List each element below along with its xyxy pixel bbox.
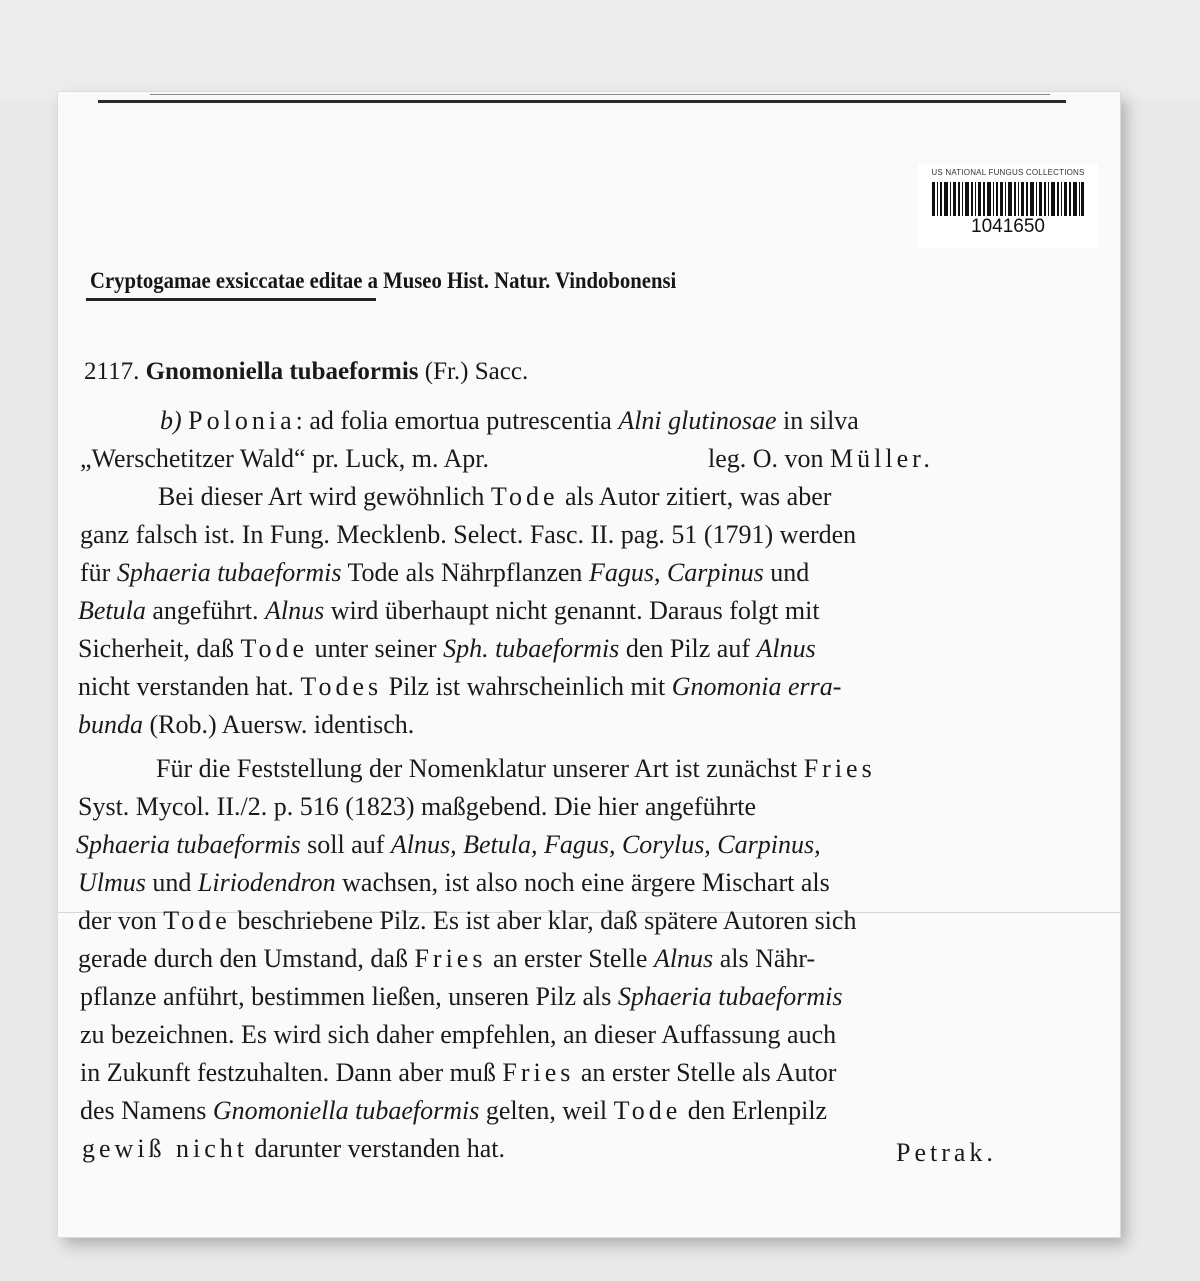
locality-detail: „Werschetitzer Wald“ pr. Luck, m. Apr. bbox=[80, 444, 490, 473]
text-line-14 bbox=[78, 906, 856, 936]
text-fragment: Syst. Mycol. II./2. p. 516 (1823) maßgebend. Die hier angeführte bbox=[78, 792, 757, 821]
author-name: Tode bbox=[613, 1096, 682, 1125]
text-line-13 bbox=[78, 868, 830, 898]
text-fragment: an erster Stelle als Autor bbox=[574, 1058, 837, 1087]
author-name: Tode bbox=[163, 906, 231, 935]
text-fragment: beschriebene Pilz. Es ist aber klar, daß spätere Autoren sich bbox=[230, 906, 857, 935]
text-line-10 bbox=[156, 754, 876, 784]
text-fragment: Für die Feststellung der Nomenklatur unserer Art ist zunächst bbox=[156, 754, 804, 783]
taxon-name: Gnomoniella tubaeformis bbox=[212, 1096, 480, 1125]
signature bbox=[896, 1138, 997, 1168]
text-line-19 bbox=[80, 1096, 827, 1126]
text-fragment: gerade durch den Umstand, daß bbox=[78, 944, 415, 973]
text-line-8 bbox=[78, 672, 841, 702]
text-fragment: Sicherheit, daß bbox=[78, 634, 241, 663]
text-fragment: gelten, weil bbox=[479, 1096, 614, 1125]
text-fragment: des Namens bbox=[80, 1096, 213, 1125]
barcode-bars bbox=[932, 182, 1084, 216]
host-name: Ulmus bbox=[78, 868, 146, 897]
author-name: Tode bbox=[490, 482, 559, 511]
text-fragment: den Erlenpilz bbox=[681, 1096, 828, 1125]
taxon-name: Sphaeria tubaeformis bbox=[617, 982, 843, 1011]
taxon-name: Sphaeria tubaeformis bbox=[76, 830, 301, 859]
series-title-underline bbox=[86, 298, 376, 301]
text-line-20 bbox=[82, 1134, 505, 1164]
text-fragment: der von bbox=[78, 906, 164, 935]
text-fragment: in silva bbox=[776, 406, 859, 435]
host-name: Liriodendron bbox=[197, 868, 336, 897]
taxon-name: Gnomonia erra- bbox=[671, 672, 842, 701]
emphasis-text: gewiß nicht bbox=[82, 1134, 249, 1163]
text-fragment: darunter verstanden hat. bbox=[248, 1134, 506, 1163]
text-fragment: für bbox=[80, 558, 117, 587]
text-fragment: , bbox=[653, 558, 667, 587]
barcode-number: 1041650 bbox=[971, 216, 1045, 237]
entry-title bbox=[84, 358, 528, 386]
text-line-18 bbox=[80, 1058, 836, 1088]
host-name: Betula bbox=[78, 596, 146, 625]
text-line-5 bbox=[80, 558, 809, 588]
text-fragment: und bbox=[145, 868, 198, 897]
text-fragment: an erster Stelle bbox=[486, 944, 654, 973]
collector-line bbox=[708, 444, 934, 474]
text-line-6 bbox=[78, 596, 820, 626]
text-fragment: als Autor zitiert, was aber bbox=[558, 482, 832, 511]
collector-prefix: leg. O. von bbox=[708, 444, 831, 473]
text-fragment: und bbox=[763, 558, 810, 587]
backdrop bbox=[0, 0, 1200, 100]
text-fragment: den Pilz auf bbox=[619, 634, 757, 663]
taxon-name: Sphaeria tubaeformis bbox=[116, 558, 342, 587]
text-fragment: wird überhaupt nicht genannt. Daraus folgt mit bbox=[324, 596, 820, 625]
author-name: Todes bbox=[300, 672, 383, 701]
taxon-name: Sph. tubaeformis bbox=[443, 634, 620, 663]
locality-country: Polonia bbox=[188, 406, 296, 435]
text-fragment: als Nähr- bbox=[713, 944, 816, 973]
signature-name: Petrak. bbox=[896, 1138, 997, 1167]
text-fragment: unter seiner bbox=[308, 634, 444, 663]
text-fragment: soll auf bbox=[300, 830, 391, 859]
host-name: Carpinus bbox=[666, 558, 764, 587]
text-line-17 bbox=[80, 1020, 836, 1050]
text-line-1 bbox=[160, 406, 859, 436]
top-rule bbox=[98, 100, 1066, 103]
top-rule-thin bbox=[150, 94, 1050, 95]
species-authority: (Fr.) Sacc. bbox=[424, 358, 529, 385]
author-name: Fries bbox=[502, 1058, 575, 1087]
text-fragment: angeführt. bbox=[145, 596, 265, 625]
host-name: Alnus bbox=[265, 596, 325, 625]
collector-name: Müller. bbox=[830, 444, 934, 473]
text-fragment: Bei dieser Art wird gewöhnlich bbox=[158, 482, 491, 511]
text-line-12 bbox=[76, 830, 821, 860]
text-fragment: Tode als Nährpflanzen bbox=[341, 558, 589, 587]
text-line-15 bbox=[78, 944, 815, 974]
text-fragment: zu bezeichnen. Es wird sich daher empfehlen, an dieser Auffassung auch bbox=[80, 1020, 837, 1049]
author-name: Fries bbox=[414, 944, 487, 973]
taxon-name: bunda bbox=[78, 710, 143, 739]
species-name: Gnomoniella tubaeformis bbox=[145, 358, 419, 385]
text-fragment: wachsen, ist also noch eine ärgere Mischart als bbox=[335, 868, 830, 897]
author-name: Tode bbox=[240, 634, 309, 663]
barcode-label bbox=[918, 164, 1098, 248]
text-line-7 bbox=[78, 634, 816, 664]
host-name: Alnus bbox=[756, 634, 816, 663]
text-fragment: nicht verstanden hat. bbox=[78, 672, 301, 701]
text-line-11 bbox=[78, 792, 756, 822]
text-line-9 bbox=[78, 710, 414, 740]
series-title: Cryptogamae exsiccatae editae a Museo Hist. Natur. Vindobonensi bbox=[90, 268, 677, 293]
text-line-4 bbox=[80, 520, 856, 550]
host-name: Alnus bbox=[653, 944, 714, 973]
text-fragment: : ad folia emortua putrescentia bbox=[295, 406, 619, 435]
entry-number: 2117. bbox=[84, 358, 140, 385]
sample-marker: b) bbox=[160, 406, 182, 435]
text-fragment: ganz falsch ist. In Fung. Mecklenb. Select. Fasc. II. pag. 51 (1791) werden bbox=[80, 520, 857, 549]
text-line-3 bbox=[158, 482, 831, 512]
text-fragment: Pilz ist wahrscheinlich mit bbox=[382, 672, 672, 701]
text-line-16 bbox=[80, 982, 843, 1012]
host-list: Alnus, Betula, Fagus, Corylus, Carpinus, bbox=[390, 830, 821, 859]
text-line-2 bbox=[80, 444, 489, 474]
barcode-caption: US NATIONAL FUNGUS COLLECTIONS bbox=[931, 168, 1085, 177]
text-fragment: pflanze anführt, bestimmen ließen, unseren Pilz als bbox=[80, 982, 618, 1011]
host-name: Fagus bbox=[588, 558, 654, 587]
host-name: Alni glutinosae bbox=[618, 406, 777, 435]
text-fragment: in Zukunft festzuhalten. Dann aber muß bbox=[80, 1058, 503, 1087]
author-name: Fries bbox=[803, 754, 876, 783]
text-fragment: (Rob.) Auersw. identisch. bbox=[143, 710, 415, 739]
